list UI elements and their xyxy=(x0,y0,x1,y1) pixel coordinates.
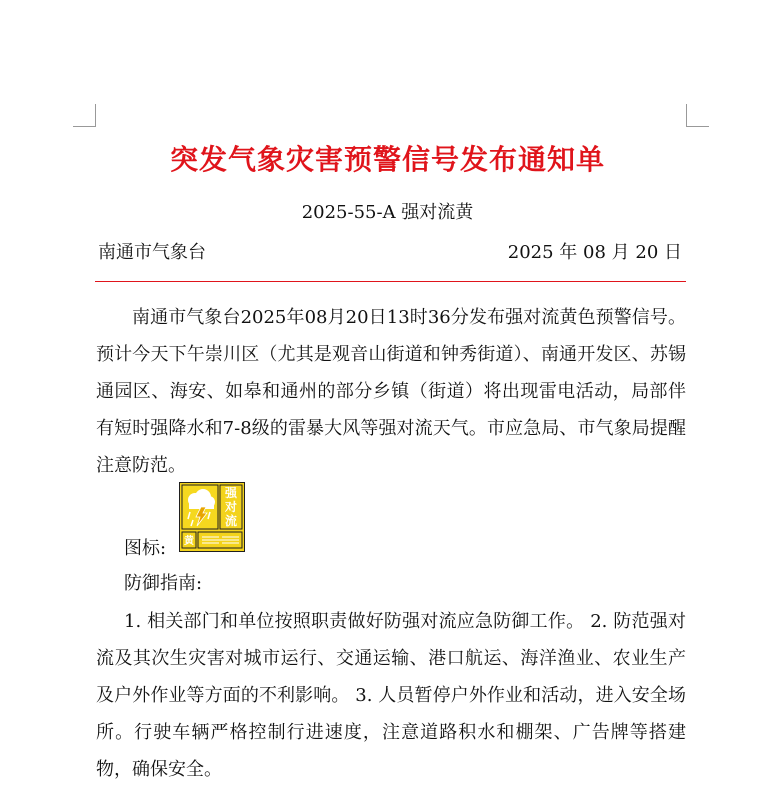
header-divider xyxy=(95,281,686,282)
svg-text:流: 流 xyxy=(224,514,238,528)
page-corner-mark-top-left xyxy=(73,104,96,127)
issue-date: 2025 年 08 月 20 日 xyxy=(507,242,682,263)
document-title: 突发气象灾害预警信号发布通知单 xyxy=(169,143,605,176)
defense-guide-text xyxy=(96,603,686,788)
issuer: 南通市气象台 xyxy=(98,242,206,263)
notice-body xyxy=(96,299,686,484)
svg-text:强: 强 xyxy=(224,486,238,500)
warning-signal-icon xyxy=(179,482,245,552)
icon-label: 图标: xyxy=(124,538,167,559)
svg-text:对: 对 xyxy=(224,500,238,514)
page-corner-mark-top-right xyxy=(686,104,709,127)
notice-paragraph: 南通市气象台2025年08月20日13时36分发布强对流黄色预警信号。预计今天下午崇川区（尤其是观音山街道和钟秀街道）、南通开发区、苏锡通园区、海安、如皋和通州的部分乡镇（街道）将出现雷电活动，局部伴有短时强降水和7-8级的雷暴大风等强对流天气。市应急局、市气象局提醒注意防范。 xyxy=(96,307,686,476)
defense-guide-title: 防御指南: xyxy=(124,573,203,594)
svg-text:黄: 黄 xyxy=(184,536,194,547)
signal-row xyxy=(96,482,686,559)
document-serial: 2025-55-A 强对流黄 xyxy=(301,202,474,223)
defense-guide-paragraph: 1. 相关部门和单位按照职责做好防强对流应急防御工作。 2. 防范强对流及其次生灾害对城市运行、交通运输、港口航运、海洋渔业、农业生产及户外作业等方面的不利影响。 3. 人员暂停户外作业和活动，进入安全场所。行驶车辆严格控制行进速度，注意道路积水和棚架、广告牌等搭建物，确保安全。 xyxy=(96,611,686,780)
